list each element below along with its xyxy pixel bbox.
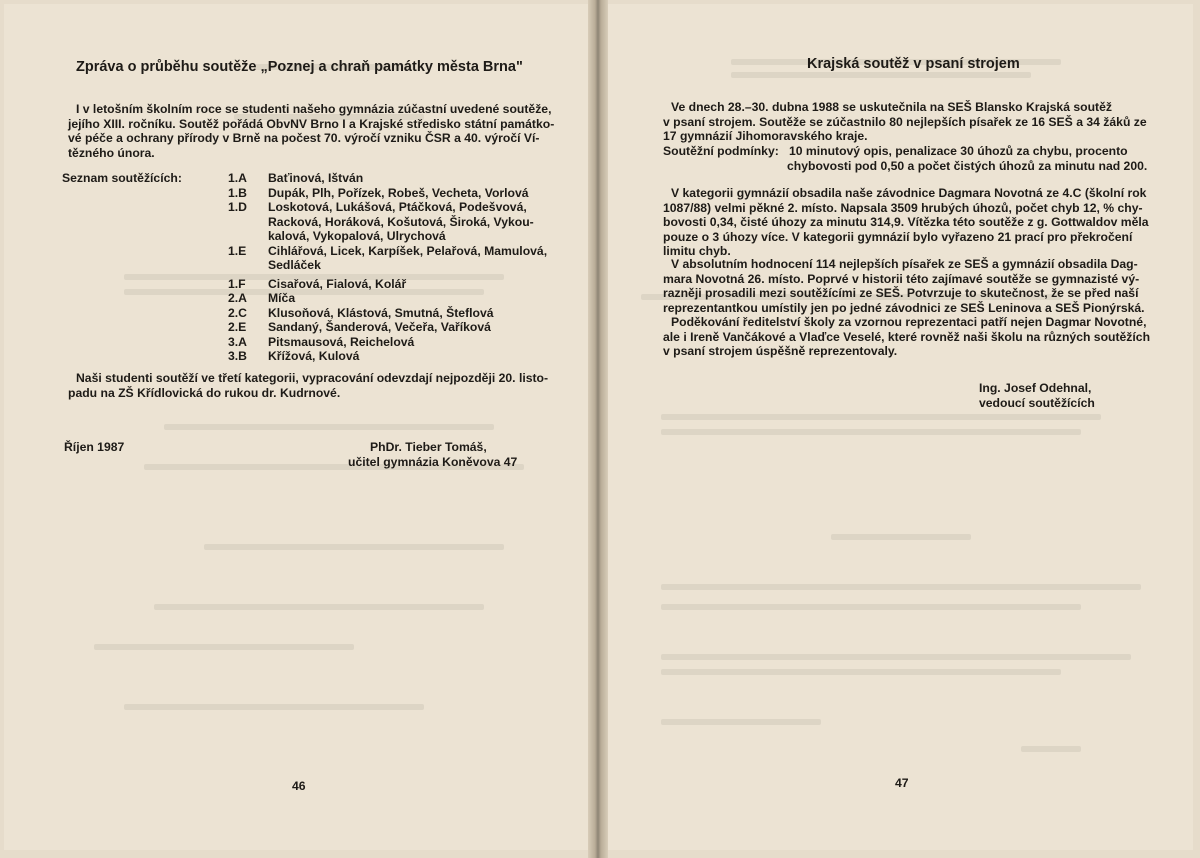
text-line: V absolutním hodnocení 114 nejlepších písařek ze SEŠ a gymnázií obsadila Dag- — [671, 257, 1138, 271]
page-number-left: 46 — [292, 779, 306, 793]
participant-names: Dupák, Plh, Pořízek, Robeš, Vecheta, Vorlová — [268, 185, 529, 200]
paragraph-absolute — [663, 257, 1183, 315]
participant-names: Křížová, Kulová — [268, 349, 360, 363]
participant-names: Pitsmausová, Reichelová — [268, 334, 415, 349]
conditions-block — [663, 144, 1183, 173]
book-gutter — [588, 0, 608, 858]
list-item — [228, 200, 568, 244]
text-line: 17 gymnázií Jihomoravského kraje. — [663, 129, 868, 144]
signature-role: učitel gymnázia Koněvova 47 — [348, 455, 518, 469]
page-number-right: 47 — [895, 776, 909, 790]
class-label: 1.A — [228, 171, 247, 185]
intro-line: tězného února. — [68, 145, 155, 160]
text-line: Poděkování ředitelství školy za vzornou reprezentaci patří nejen Dagmar Novotné, — [671, 315, 1147, 329]
right-signature — [979, 381, 1095, 411]
date-line: Říjen 1987 — [64, 440, 125, 454]
list-item — [228, 171, 568, 186]
class-label: 1.F — [228, 276, 246, 291]
text-line: limitu chyb. — [663, 244, 731, 259]
signature-name: Ing. Josef Odehnal, — [979, 381, 1092, 395]
intro-line: jejího XIII. ročníku. Soutěž pořádá ObvNV Brno I a Krajské středisko státní památko- — [68, 116, 555, 131]
list-item — [228, 244, 568, 273]
list-item — [228, 320, 568, 335]
class-label: 1.D — [228, 200, 247, 214]
class-label: 1.B — [228, 185, 247, 200]
text-line: v psaní strojem. Soutěže se zúčastnilo 80 nejlepších písařek ze 16 SEŠ a 34 žáků ze — [663, 114, 1147, 129]
paragraph-intro — [663, 100, 1183, 144]
class-label: 2.C — [228, 305, 247, 320]
text-line: Ve dnech 28.–30. dubna 1988 se uskutečnila na SEŠ Blansko Krajská soutěž — [671, 100, 1112, 114]
participant-names: kalová, Vykopalová, Ulrychová — [268, 229, 446, 243]
participant-names: Cisařová, Fialová, Kolář — [268, 276, 407, 291]
text-line: reprezentantkou umístily jen po jedné závodnici ze SEŠ Leninova a SEŠ Pionýrská. — [663, 300, 1145, 315]
class-label: 1.E — [228, 243, 247, 258]
signature-role: vedoucí soutěžících — [979, 396, 1095, 410]
participant-names: Loskotová, Lukášová, Ptáčková, Podešvová, — [268, 200, 527, 214]
participant-names: Racková, Horáková, Košutová, Široká, Vykou- — [268, 214, 534, 229]
right-page-title: Krajská soutěž v psaní strojem — [807, 56, 1020, 72]
text-line: pouze o 3 úhozy více. V kategorii gymnázií bylo vyřazeno 21 prací pro překročení — [663, 229, 1133, 244]
closing-line: padu na ZŠ Křídlovická do rukou dr. Kudrnové. — [68, 385, 341, 400]
class-label: 2.E — [228, 320, 247, 334]
left-page — [4, 4, 594, 850]
class-label: 3.B — [228, 349, 247, 363]
intro-paragraph — [68, 102, 558, 160]
intro-line: I v letošním školním roce se studenti našeho gymnázia zúčastní uvedené soutěže, — [76, 102, 552, 116]
left-signature — [348, 440, 517, 470]
list-item — [228, 335, 568, 350]
text-line: ale i Ireně Vančákové a Vlaďce Veselé, které rovněž naši školu na různých soutěžích — [663, 329, 1151, 344]
list-item — [228, 291, 568, 306]
participant-names: Sedláček — [268, 258, 321, 272]
paragraph-thanks — [663, 315, 1183, 359]
participants-label: Seznam soutěžících: — [62, 171, 182, 185]
conditions-line: 10 minutový opis, penalizace 30 úhozů za chybu, procento — [788, 144, 1128, 158]
text-line: mara Novotná 26. místo. Poprvé v historii této zajímavé soutěže se gymnazisté vý- — [663, 271, 1140, 286]
intro-line: vé péče a ochrany přírody v Brně na počest 70. výročí vzniku ČSR a 40. výročí Ví- — [68, 131, 540, 146]
list-item — [228, 186, 568, 201]
text-line: bovosti 0,34, čisté úhozy za minutu 314,9. Vítězka této soutěže z g. Gottwaldov měla — [663, 215, 1149, 230]
conditions-label: Soutěžní podmínky: — [663, 144, 779, 158]
list-item — [228, 306, 568, 321]
list-item — [228, 349, 568, 364]
class-label: 3.A — [228, 334, 247, 349]
participant-names: Sandaný, Šanderová, Večeřa, Vaříková — [268, 320, 491, 334]
right-page — [601, 4, 1193, 850]
left-page-title: Zpráva o průběhu soutěže „Poznej a chraň památky města Brna" — [76, 59, 523, 75]
text-line: 1087/88) velmi pěkné 2. místo. Napsala 3509 hrubých úhozů, počet chyb 12, % chy- — [663, 200, 1143, 215]
paragraph-category — [663, 186, 1183, 259]
closing-paragraph — [68, 371, 558, 400]
list-item — [228, 277, 568, 292]
participant-names: Klusoňová, Klástová, Smutná, Šteflová — [268, 305, 494, 320]
conditions-line: chybovosti pod 0,50 a počet čistých úhozů za minutu nad 200. — [787, 158, 1148, 173]
participant-names: Cihlářová, Licek, Karpíšek, Pelařová, Mamulová, — [268, 243, 548, 258]
text-line: V kategorii gymnázií obsadila naše závodnice Dagmara Novotná ze 4.C (školní rok — [671, 186, 1147, 200]
participant-names: Míča — [268, 291, 296, 305]
text-line: v psaní strojem úspěšně reprezentovaly. — [663, 344, 898, 359]
text-line: razněji prosadili mezi soutěžícími ze SEŠ. Potvrzuje to skutečnost, že se před naší — [663, 286, 1139, 301]
participant-names: Baťinová, Ištván — [268, 171, 364, 185]
closing-line: Naši studenti soutěží ve třetí kategorii, vypracování odevzdají nejpozději 20. listo- — [76, 371, 549, 385]
class-label: 2.A — [228, 291, 247, 305]
conditions-row — [663, 144, 1183, 159]
signature-name: PhDr. Tieber Tomáš, — [370, 440, 487, 454]
participants-list — [228, 171, 568, 364]
